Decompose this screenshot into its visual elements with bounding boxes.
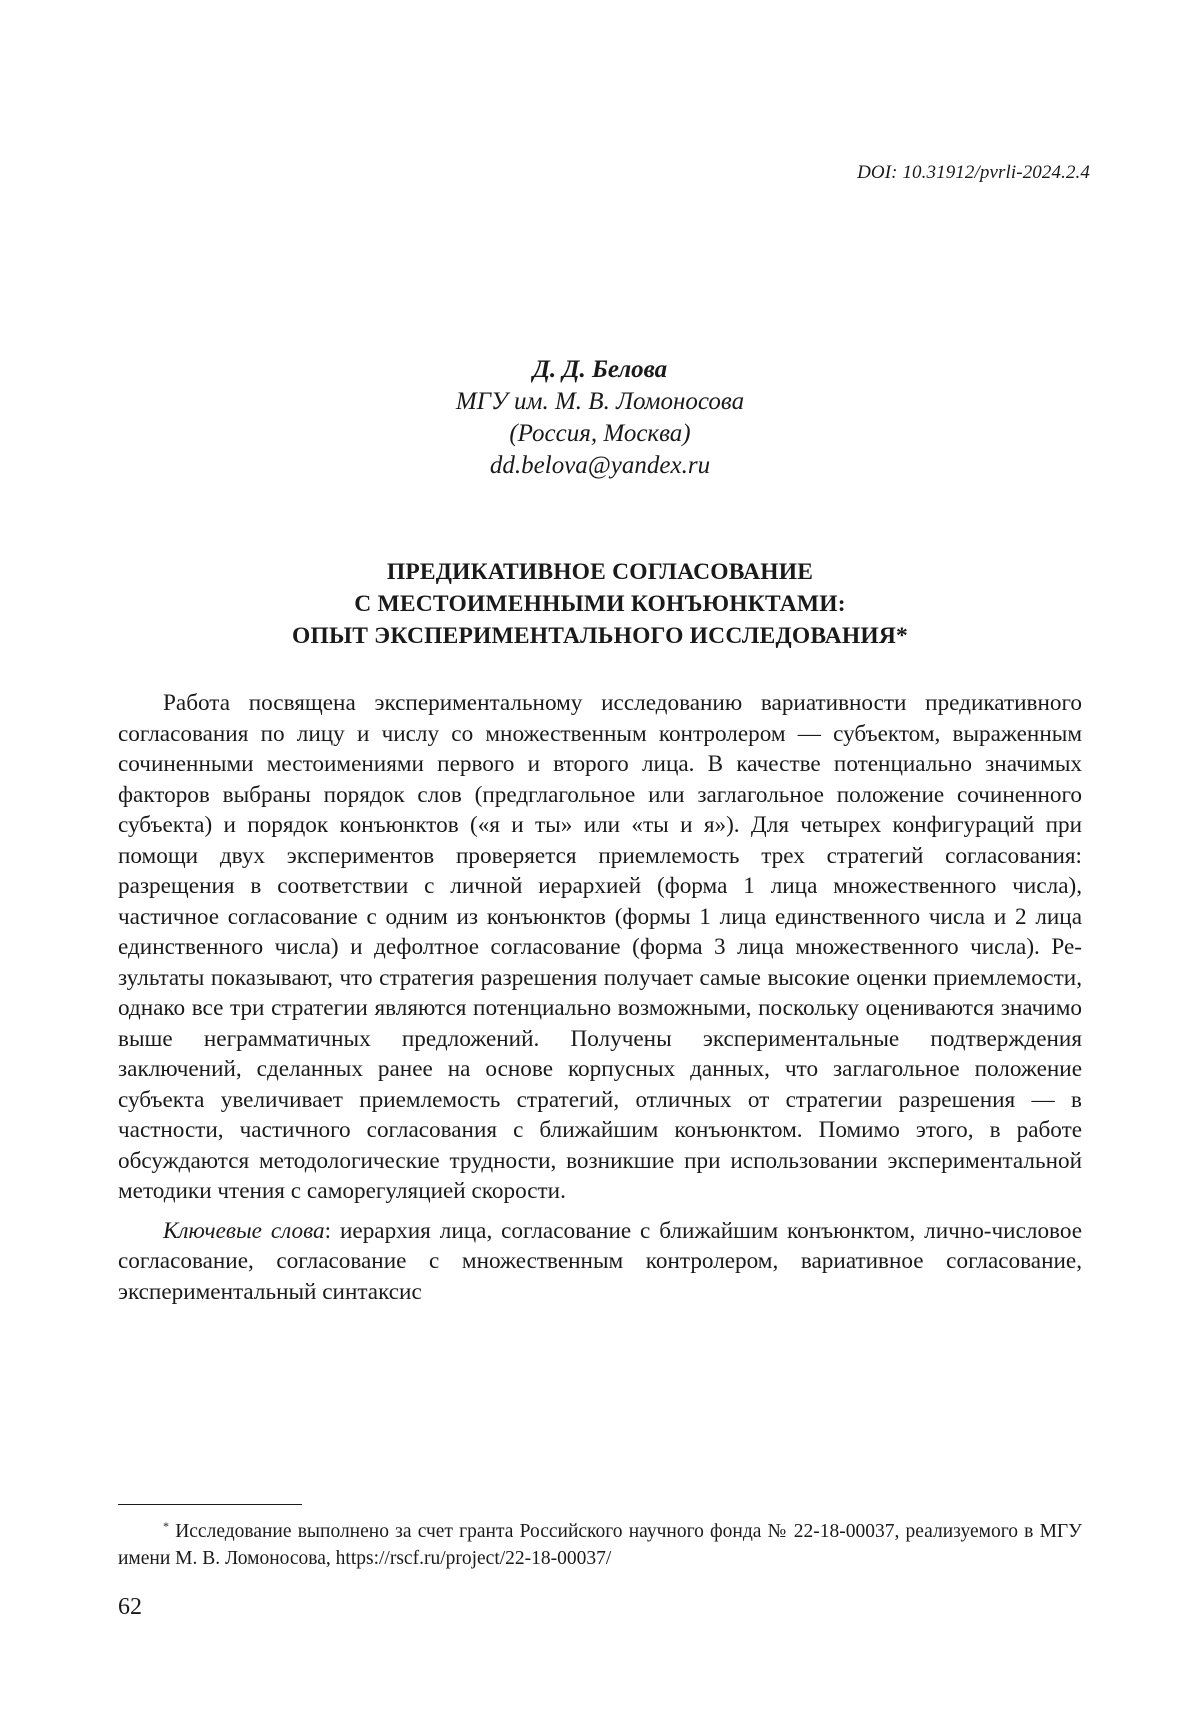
footnote-text: Исследование выполнено за счет гранта Российского научного фонда № 22-18-00037, реализуемого в МГУ имени М. В. Ломоносова, https://rscf.ru/project/22-18-00037/ bbox=[118, 1521, 1082, 1569]
author-affiliation: МГУ им. М. В. Ломоносова bbox=[455, 388, 745, 415]
abstract bbox=[118, 688, 1082, 1307]
author-name: Д. Д. Белова bbox=[532, 356, 668, 383]
footnote bbox=[118, 1518, 1082, 1572]
keywords-label: Ключевые слова bbox=[163, 1217, 325, 1244]
footnote-marker: * bbox=[163, 1519, 169, 1533]
author-email[interactable]: dd.belova@yandex.ru bbox=[489, 452, 711, 479]
title-line: С МЕСТОИМЕННЫМИ КОНЪЮНКТАМИ: bbox=[354, 591, 846, 617]
keywords-text: : иерархия лица, согласование с ближайшим конъюнктом, лично-числовое согласование, согласование с множественным контролером, вариативное согласование, экспериментальный синтаксис bbox=[118, 1217, 1082, 1305]
article-title bbox=[0, 556, 1200, 652]
doi: DOI: 10.31912/pvrli-2024.2.4 bbox=[857, 162, 1090, 183]
abstract-text: Работа посвящена экспериментальному исследованию вариативности предикативного согласования по лицу и числу со множественным контролером — субъектом, выраженным сочиненными местоимениями первого и второго лица. В качестве потенциально значимых факторов выбраны порядок слов (предглагольное или заглагольное положение сочиненного субъекта) и порядок конъюнктов («я и ты» или «ты и я»). Для четырех конфигураций при помощи двух экспериментов проверяется приемлемость трех стратегий согласования: разрещения в соответствии с личной иерархией (форма 1 лица множественного числа), частичное согласование с одним из конъюнктов (формы 1 лица единственного числа и 2 лица единственного числа) и дефолтное согласование (форма 3 лица множественного числа). Результаты показывают, что стратегия разрешения получает самые высокие оценки приемлемости, однако все три стратегии являются потенциально возможными, поскольку оцениваются значимо выше неграмматичных предложений. Получены экспериментальные подтверждения заключений, сделанных ранее на основе корпусных данных, что заглагольное положение субъекта увеличивает приемлемость стратегий, отличных от стратегии разрешения — в частности, частичного согласования с ближайшим конъюнктом. Помимо этого, в работе обсуждаются методологические трудности, возникшие при использовании экспериментальной методики чтения с саморегуляцией скорости. bbox=[118, 690, 1082, 1204]
page-number: 62 bbox=[118, 1594, 142, 1620]
author-location: (Россия, Москва) bbox=[509, 420, 691, 447]
title-line: ПРЕДИКАТИВНОЕ СОГЛАСОВАНИЕ bbox=[386, 559, 814, 585]
footnote-rule bbox=[118, 1504, 302, 1505]
keywords bbox=[118, 1216, 1082, 1308]
author-block bbox=[0, 354, 1200, 482]
title-line: ОПЫТ ЭКСПЕРИМЕНТАЛЬНОГО ИССЛЕДОВАНИЯ* bbox=[292, 623, 908, 649]
